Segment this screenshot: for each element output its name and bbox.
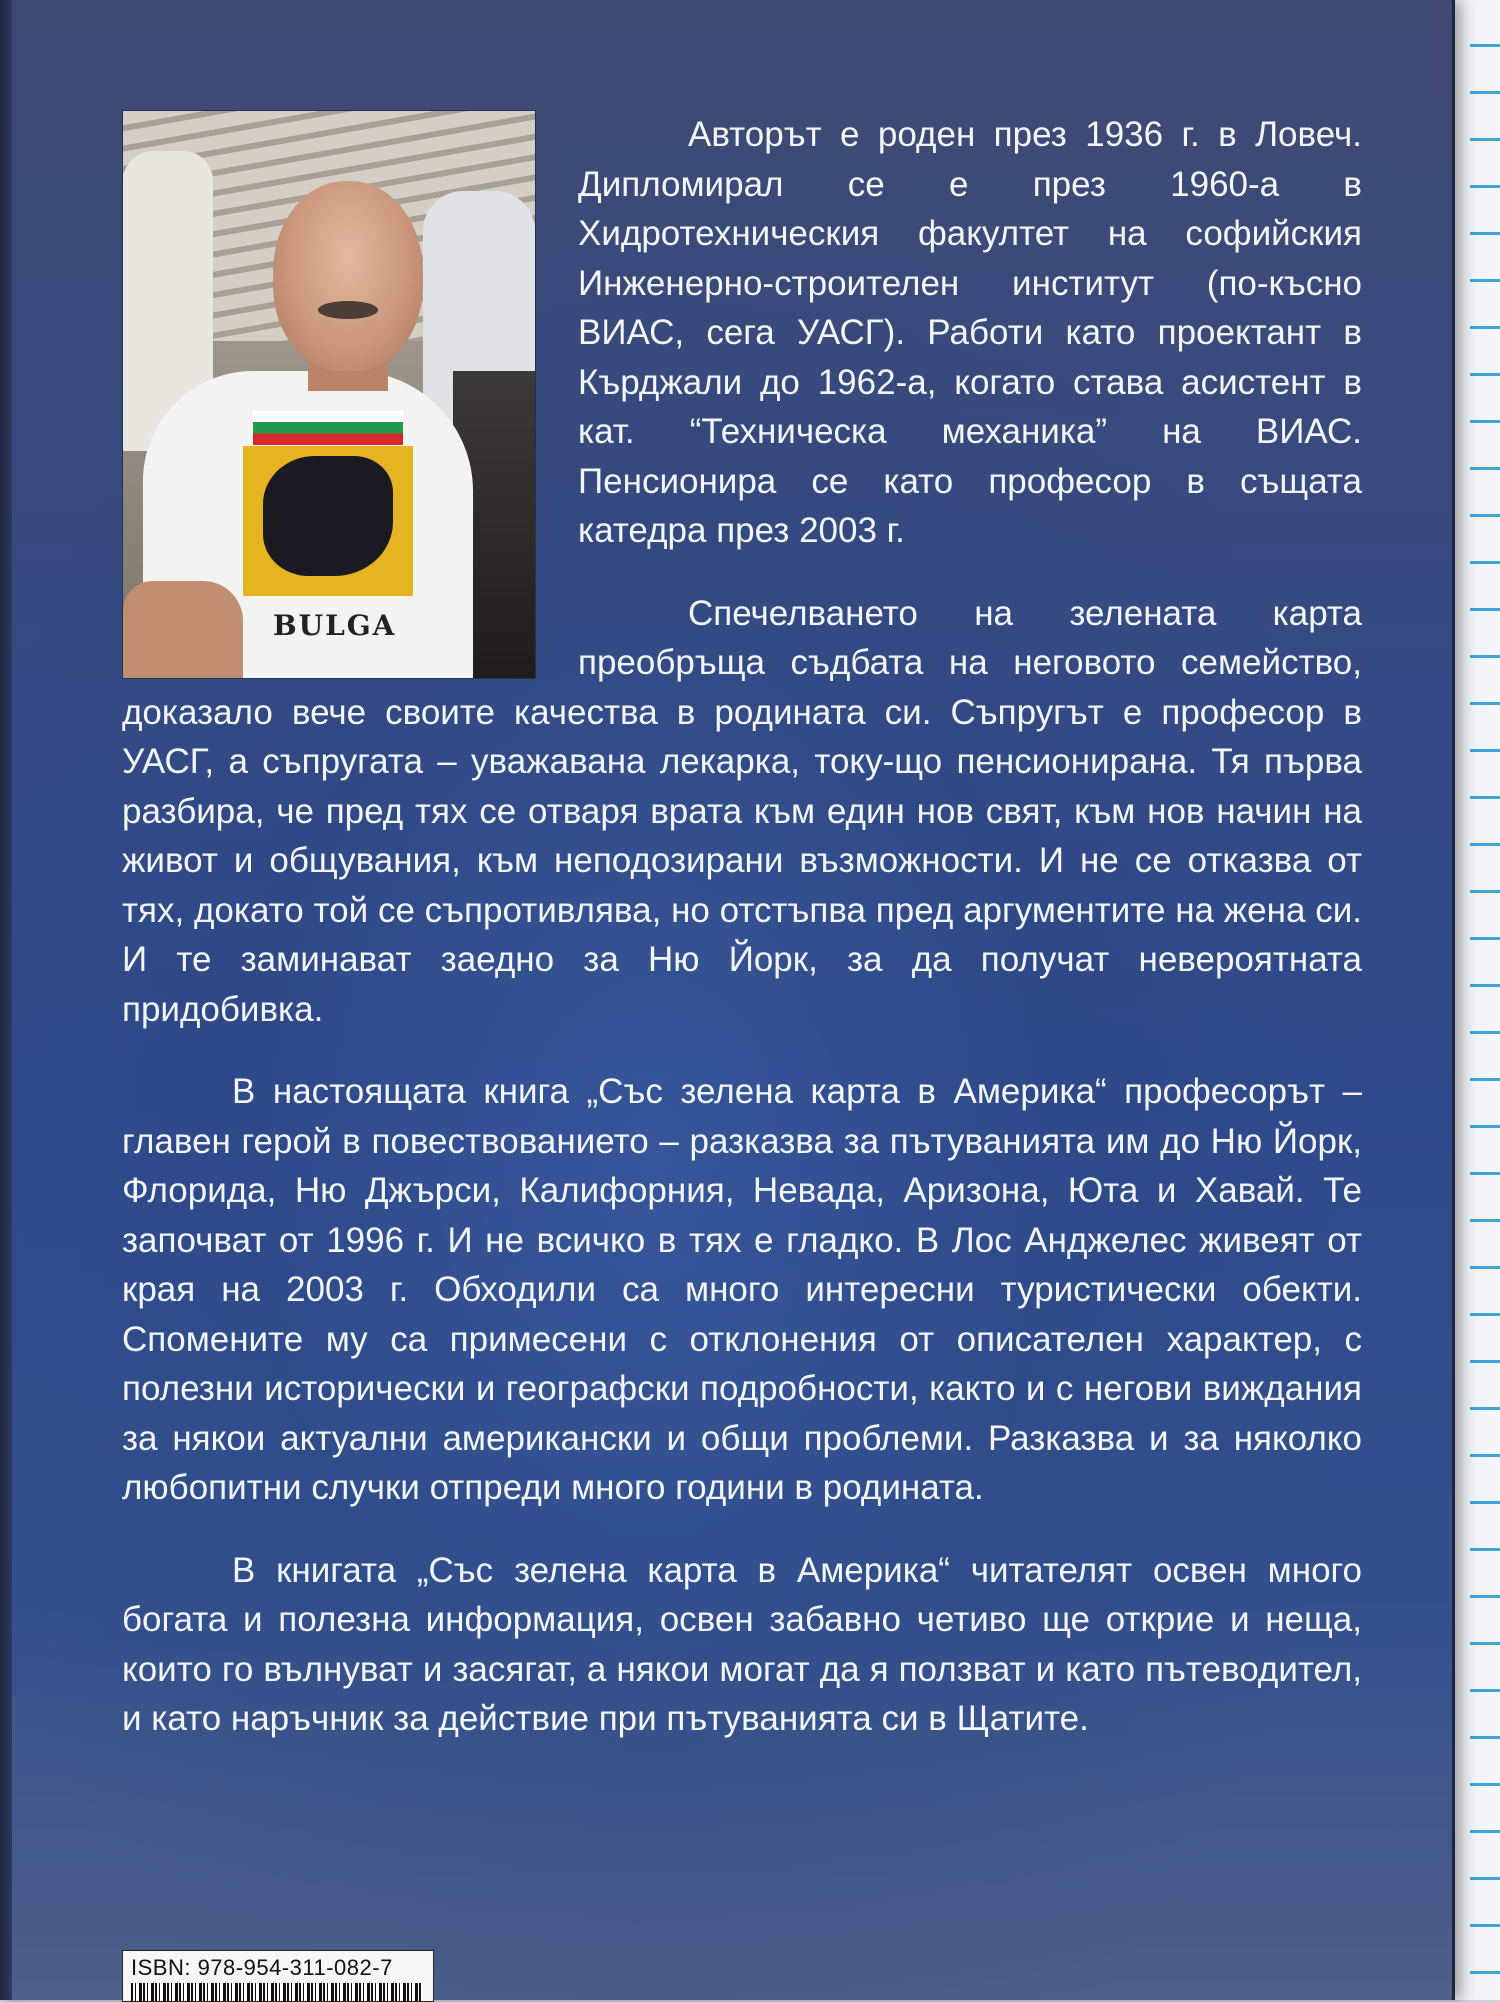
map-print — [263, 456, 393, 576]
cover-spine-edge — [0, 0, 12, 2000]
flag-print — [253, 411, 403, 445]
paragraph-reader-benefits: В книгата „Със зелена карта в Америка“ читателят освен много богата и полезна информация, освен забавно четиво ще открие и неща, които го вълнуват и засягат, а някои могат да я ползват и като пътеводител, и като наръчник за действие при пътуванията си в Щатите. — [122, 1550, 1362, 1738]
cover-text-block — [122, 110, 1362, 1744]
shirt-print-text: BULGA — [273, 609, 397, 642]
barcode — [131, 1983, 423, 2001]
paragraph-author-bio: Авторът е роден през 1936 г. в Ловеч. Дипломирал се е през 1960-а в Хидротехническия факултет на софийския Инженерно-строителен институт (по-късно ВИАС, сега УАСГ). Работи като проектант в Кърджали до 1962-а, когато става асистент в кат. “Техническа механика” на ВИАС. Пенсионира се като професор в същата катедра през 2003 г. — [578, 115, 1362, 550]
paragraph-green-card: Спечелването на зелената карта преобръща съдбата на неговото семейство, доказало вече своите качества в родината си. Съпругът е професор в УАСГ, а съпругата – уважавана лекарка, току-що пенсионирана. Тя първа разбира, че пред тях се отваря врата към един нов свят, към нов начин на живот и общувания, към неподозирани възможности. И не се отказва от тях, докато той се съпротивлява, но отстъпва пред аргументите на жена си. И те заминават заедно за Ню Йорк, за да получат невероятната придобивка. — [122, 593, 1362, 1029]
isbn-barcode-label — [122, 1950, 434, 2002]
paragraph-book-summary: В настоящата книга „Със зелена карта в Америка“ професорът – главен герой в повествованието – разказва за пътуванията им до Ню Йорк, Флорида, Ню Джърси, Калифорния, Невада, Аризона, Юта и Хавай. Те започват от 1996 г. И не всичко в тях е гладко. В Лос Анджелес живеят от края на 2003 г. Обходили са много интересни туристически обекти. Спомените му са примесени с отклонения от описателен характер, с полезни исторически и географски подробности, както и с негови виждания за някои актуални американски и общи проблеми. Разказва и за няколко любопитни случки отпреди много години в родината. — [122, 1072, 1362, 1507]
notebook-lines — [1470, 0, 1500, 2000]
isbn-number: ISBN: 978-954-311-082-7 — [131, 1955, 393, 1980]
author-photo — [122, 110, 536, 679]
